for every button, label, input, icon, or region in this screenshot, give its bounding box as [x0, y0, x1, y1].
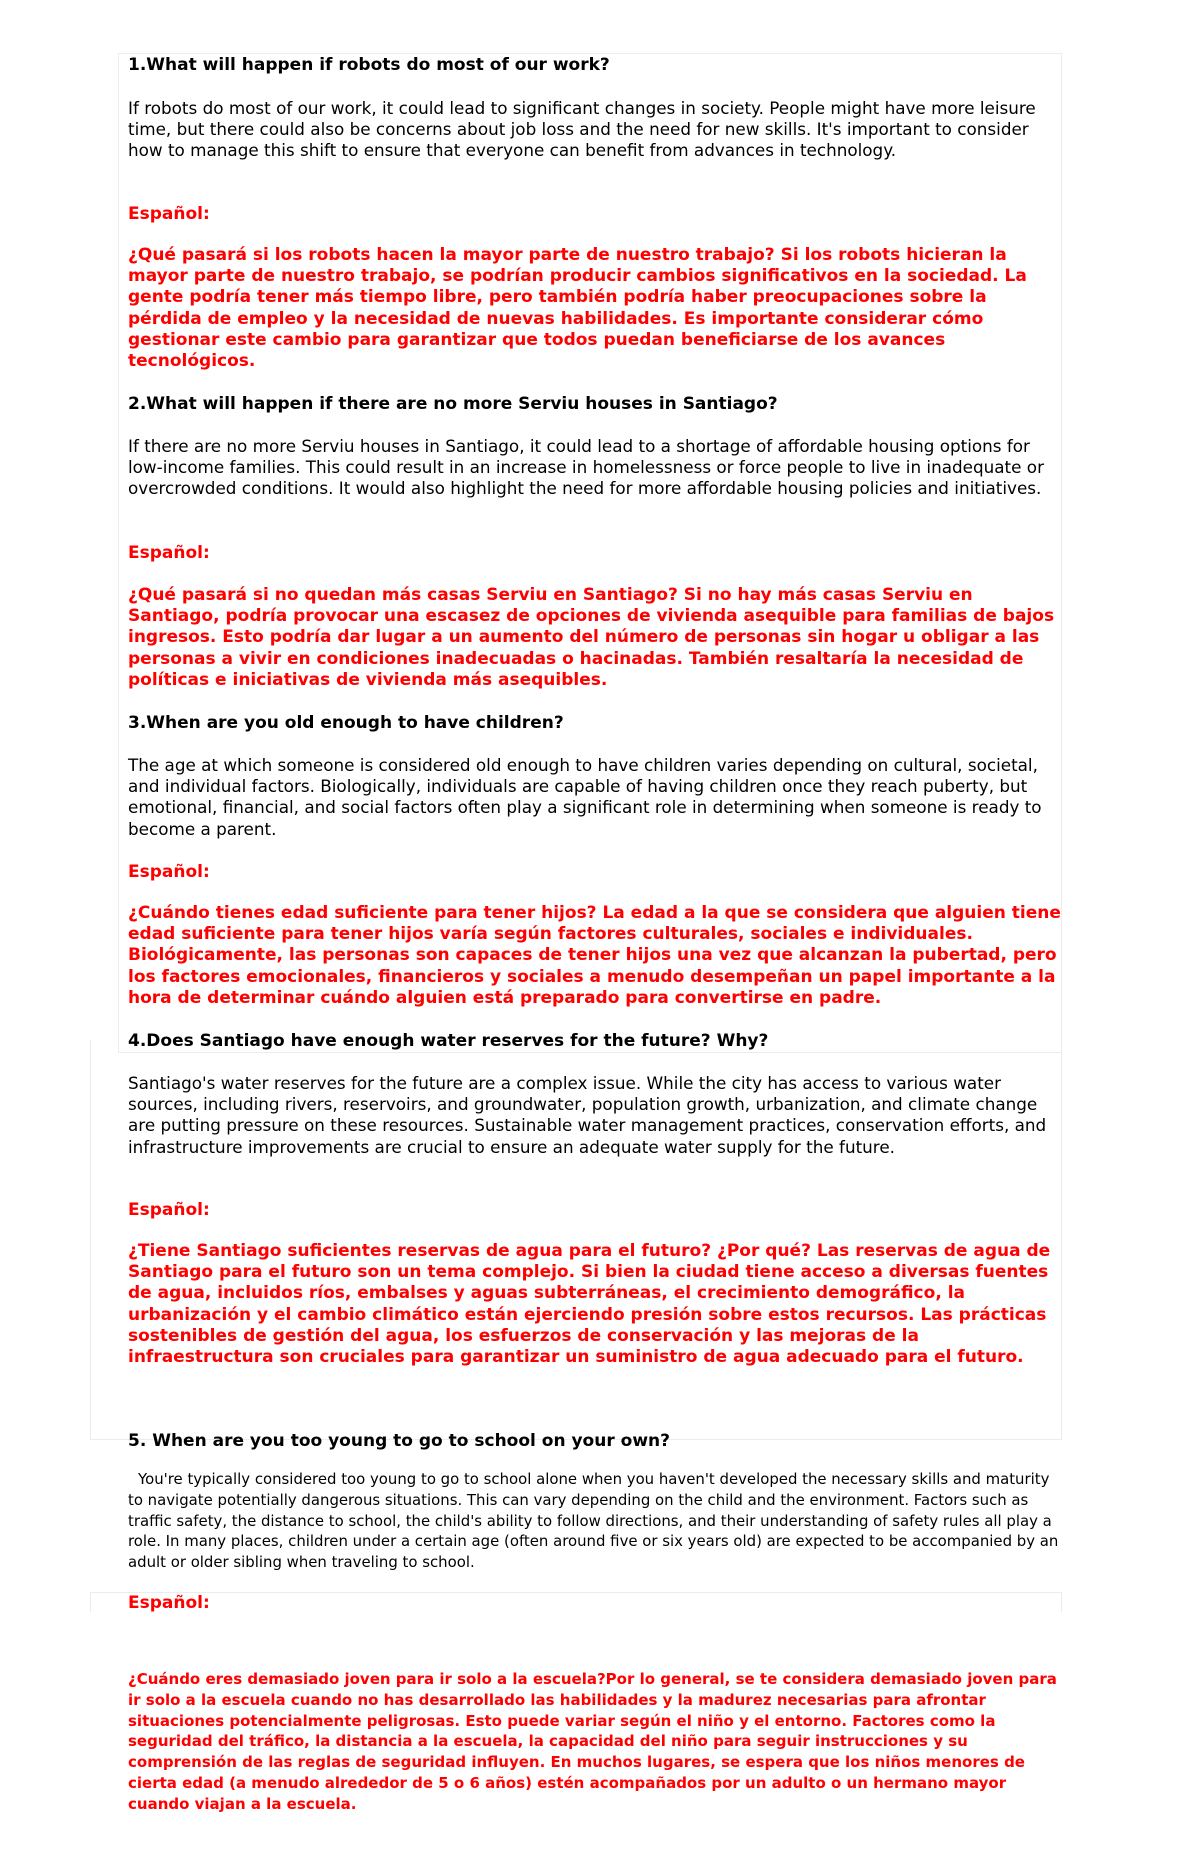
english-answer: You're typically considered too young to go to school alone when you haven't developed the necessary skills and maturity to navigate potentially dangerous situations. This can vary depending on the child and the environment. Factors such as traffic safety, the distance to school, the child's ability to follow directions, and their understanding of safety rules all play a role. In many places, children under a certain age (often around five or six years old) are expected to be accompanied by an adult or older sibling when traveling to school.	[128, 1470, 1059, 1572]
spanish-label: Español:	[128, 862, 210, 882]
spanish-answer: ¿Tiene Santiago suficientes reservas de agua para el futuro? ¿Por qué? Las reservas de agua de Santiago para el futuro son un tema complejo. Si bien la ciudad tiene acceso a diversas fuentes de agua, incluidos ríos, embalses y aguas subterráneas, el crecimiento demográfico, la urbanización y el cambio climático están ejerciendo presión sobre estos recursos. Las prácticas sostenibles de gestión del agua, los esfuerzos de conservación y las mejoras de la infraestructura son cruciales para garantizar un suministro de agua adecuado para el futuro.	[128, 1241, 1051, 1368]
english-answer: Santiago's water reserves for the future are a complex issue. While the city has access to various water sources, including rivers, reservoirs, and groundwater, population growth, urbanization, and climate change are putting pressure on these resources. Sustainable water management practices, conservation efforts, and infrastructure improvements are crucial to ensure an adequate water supply for the future.	[128, 1073, 1047, 1157]
spanish-label: Español:	[128, 1200, 210, 1220]
english-answer: If there are no more Serviu houses in Santiago, it could lead to a shortage of affordable housing options for low-income families. This could result in an increase in homelessness or force people to live in inadequate or overcrowded conditions. It would also highlight the need for more affordable housing policies and initiatives.	[128, 436, 1044, 499]
english-answer: The age at which someone is considered old enough to have children varies depending on cultural, societal, and individual factors. Biologically, individuals are capable of having children once they reach puberty, but emotional, financial, and social factors often play a significant role in determining when someone is ready to become a parent.	[128, 755, 1042, 839]
question-heading: 3.When are you old enough to have children?	[128, 713, 564, 733]
spanish-label: Español:	[128, 543, 210, 563]
spanish-answer: ¿Cuándo tienes edad suficiente para tener hijos? La edad a la que se considera que alguien tiene edad suficiente para tener hijos varía según factores culturales, sociales e individuales. Biológicamente, las personas son capaces de tener hijos una vez que alcanzan la pubertad, pero los factores emocionales, financieros y sociales a menudo desempeñan un papel importante a la hora de determinar cuándo alguien está preparado para convertirse en padre.	[128, 903, 1061, 1008]
spanish-answer: ¿Cuándo eres demasiado joven para ir solo a la escuela?Por lo general, se te considera demasiado joven para ir solo a la escuela cuando no has desarrollado las habilidades y la madurez necesarias para afrontar situaciones potencialmente peligrosas. Esto puede variar según el niño y el entorno. Factores como la seguridad del tráfico, la distancia a la escuela, la capacidad del niño para seguir instrucciones y su comprensión de las reglas de seguridad influyen. En muchos lugares, se espera que los niños menores de cierta edad (a menudo alrededor de 5 o 6 años) estén acompañados por un adulto o un hermano mayor cuando viajan a la escuela.	[128, 1670, 1057, 1813]
spanish-answer: ¿Qué pasará si no quedan más casas Serviu en Santiago? Si no hay más casas Serviu en Santiago, podría provocar una escasez de opciones de vivienda asequible para familias de bajos ingresos. Esto podría dar lugar a un aumento del número de personas sin hogar u obligar a las personas a vivir en condiciones inadecuadas o hacinadas. También resaltaría la necesidad de políticas e iniciativas de vivienda más asequibles.	[128, 585, 1055, 690]
english-answer: If robots do most of our work, it could lead to significant changes in society. People might have more leisure time, but there could also be concerns about job loss and the need for new skills. It's important to consider how to manage this shift to ensure that everyone can benefit from advances in technology.	[128, 98, 1036, 161]
question-heading: 1.What will happen if robots do most of our work?	[128, 55, 610, 75]
spanish-answer: ¿Qué pasará si los robots hacen la mayor parte de nuestro trabajo? Si los robots hicieran la mayor parte de nuestro trabajo, se podrían producir cambios significativos en la sociedad. La gente podría tener más tiempo libre, pero también podría haber preocupaciones sobre la pérdida de empleo y la necesidad de nuevas habilidades. Es importante considerar cómo gestionar este cambio para garantizar que todos puedan beneficiarse de los avances tecnológicos.	[128, 245, 1027, 372]
spanish-label: Español:	[128, 204, 210, 224]
spanish-label: Español:	[128, 1593, 210, 1613]
question-heading: 2.What will happen if there are no more Serviu houses in Santiago?	[128, 394, 778, 414]
question-heading: 5. When are you too young to go to school on your own?	[128, 1431, 670, 1451]
question-heading: 4.Does Santiago have enough water reserves for the future? Why?	[128, 1031, 769, 1051]
content-frame-bottom	[90, 1592, 1062, 1612]
